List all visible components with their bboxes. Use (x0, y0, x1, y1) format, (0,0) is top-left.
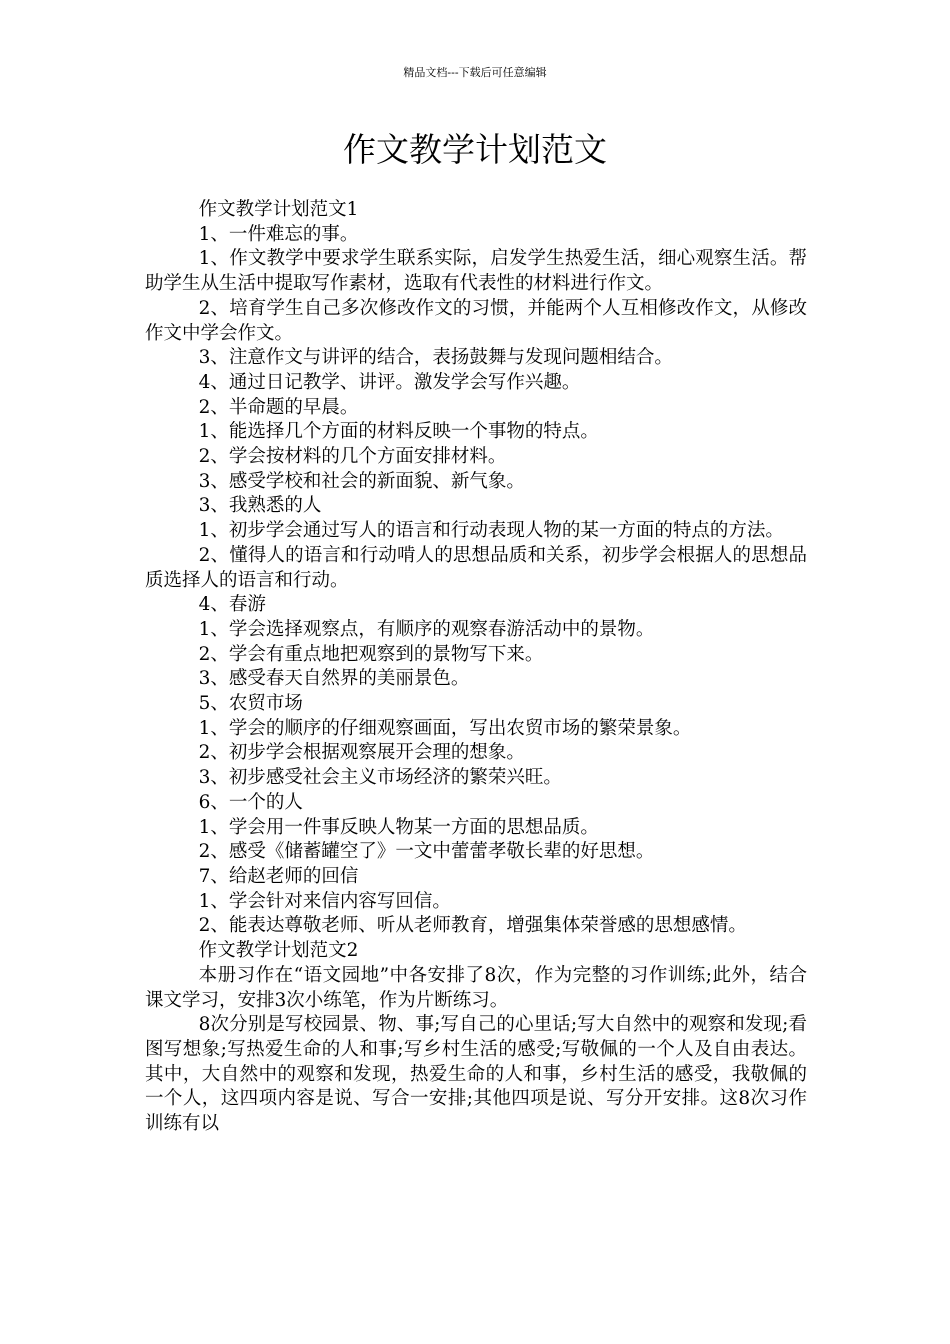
paragraph: 2、半命题的早晨。 (198, 396, 359, 418)
paragraph: 7、给赵老师的回信 (198, 865, 359, 887)
paragraph: 4、春游 (198, 594, 266, 616)
paragraph: 2、学会有重点地把观察到的景物写下来。 (198, 643, 544, 665)
paragraph: 3、注意作文与讲评的结合，表扬鼓舞与发现问题相结合。 (198, 347, 673, 369)
paragraph: 1、初步学会通过写人的语言和行动表现人物的某一方面的特点的方法。 (198, 520, 784, 542)
paragraph: 1、一件难忘的事。 (198, 223, 359, 245)
paragraph: 3、感受春天自然界的美丽景色。 (198, 668, 470, 690)
paragraph: 本册习作在“语文园地”中各安排了8次，作为完整的习作训练;此外，结合课文学习，安排3次小练笔，作为片断练习。 (145, 964, 807, 1011)
paragraph: 3、我熟悉的人 (198, 495, 322, 517)
paragraph: 1、学会选择观察点，有顺序的观察春游活动中的景物。 (198, 618, 655, 640)
paragraph: 1、学会用一件事反映人物某一方面的思想品质。 (198, 816, 599, 838)
paragraph: 3、初步感受社会主义市场经济的繁荣兴旺。 (198, 767, 562, 789)
document-body (145, 198, 807, 1137)
paragraph: 1、作文教学中要求学生联系实际，启发学生热爱生活，细心观察生活。帮助学生从生活中提取写作素材，选取有代表性的材料进行作文。 (145, 248, 807, 295)
paragraph: 作文教学计划范文1 (198, 199, 359, 220)
paragraph: 2、懂得人的语言和行动啃人的思想品质和关系，初步学会根据人的思想品质选择人的语言和行动。 (145, 544, 807, 591)
paragraph: 2、初步学会根据观察展开会理的想象。 (198, 742, 525, 764)
paragraph: 4、通过日记教学、讲评。激发学会写作兴趣。 (198, 371, 581, 393)
paragraph: 5、农贸市场 (198, 693, 303, 715)
paragraph: 3、感受学校和社会的新面貌、新气象。 (198, 470, 525, 492)
page-header: 精品文档---下载后可任意编辑 (403, 66, 547, 79)
document-title: 作文教学计划范文 (343, 130, 607, 169)
paragraph: 作文教学计划范文2 (198, 940, 359, 962)
paragraph: 2、学会按材料的几个方面安排材料。 (198, 446, 507, 468)
paragraph: 1、学会的顺序的仔细观察画面，写出农贸市场的繁荣景象。 (198, 717, 692, 739)
paragraph: 2、感受《储蓄罐空了》一文中蕾蕾孝敬长辈的好思想。 (198, 841, 655, 863)
paragraph: 2、能表达尊敬老师、听从老师教育，增强集体荣誉感的思想感情。 (198, 915, 747, 937)
paragraph: 1、学会针对来信内容写回信。 (198, 890, 451, 912)
paragraph: 2、培育学生自己多次修改作文的习惯，并能两个人互相修改作文，从修改作文中学会作文。 (145, 297, 807, 344)
paragraph: 8次分别是写校园景、物、事;写自己的心里话;写大自然中的观察和发现;看图写想象;写热爱生命的人和事;写乡村生活的感受;写敬佩的一个人及自由表达。其中，大自然中的观察和发现，热爱生命的人和事，乡村生活的感受，我敬佩的一个人，这四项内容是说、写合一安排;其他四项是说、写分开安排。这8次习作训练有以 (145, 1014, 807, 1135)
paragraph: 1、能选择几个方面的材料反映一个事物的特点。 (198, 421, 599, 443)
paragraph: 6、一个的人 (198, 791, 303, 813)
